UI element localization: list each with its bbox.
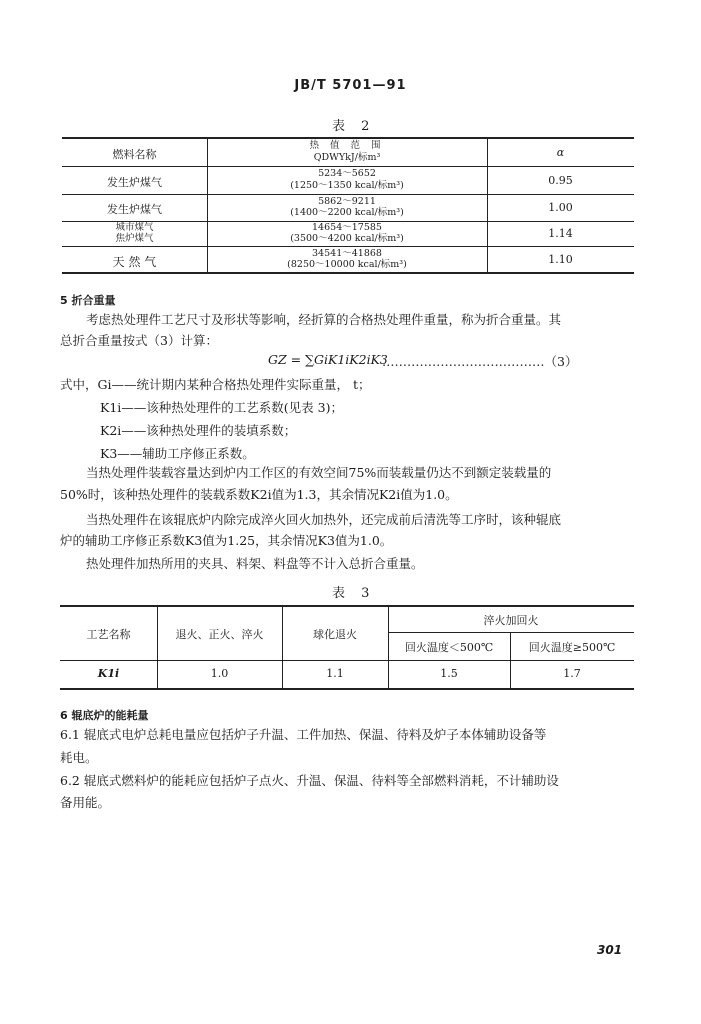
table2-cell-fuel: 城市煤气	[115, 222, 154, 233]
formula-3: GZ = ∑GiK1iK2iK3	[268, 352, 388, 367]
table3-top-rule	[60, 605, 634, 607]
section5-para3-line2: 炉的辅助工序修正系数K3值为1.25，其余情况K3值为1.0。	[60, 533, 393, 548]
table2-cell-range-kcal: (3500～4200 kcal/标m³)	[290, 233, 404, 244]
table2-cell-fuel: 发生炉煤气	[107, 176, 162, 189]
table2-cell-range-kj: 14654～17585	[312, 222, 382, 233]
table2-cell-fuel-second: 焦炉煤气	[115, 233, 154, 244]
document-header: JB/T 5701—91	[294, 78, 407, 93]
table3-header-temper-low: 回火温度＜500℃	[404, 641, 494, 654]
table2-cell-alpha: 1.00	[548, 201, 573, 214]
table3-caption: 表 3	[332, 586, 376, 601]
table2-header-alpha: α	[556, 146, 565, 159]
table3-cell-anneal: 1.0	[210, 667, 229, 680]
section5-para1-line1: 考虑热处理件工艺尺寸及形状等影响，经折算的合格热处理件重量，称为折合重量。其	[86, 312, 562, 327]
table2-cell-range-kj: 34541～41868	[312, 248, 382, 259]
table3-subheader-rule	[388, 632, 634, 633]
table3-cell-temper-high: 1.7	[563, 667, 581, 680]
section6-2-line1: 6.2 辊底式燃料炉的能耗应包括炉子点火、升温、保温、待料等全部燃料消耗，不计辅助设	[60, 773, 559, 788]
table2-row-rule	[62, 194, 634, 195]
table2-cell-range-kcal: (1250～1350 kcal/标m³)	[290, 180, 404, 191]
table3-header-temper-high: 回火温度≥500℃	[528, 641, 616, 654]
section5-title: 5 折合重量	[60, 294, 116, 307]
definition-k1i: K1i——该种热处理件的工艺系数(见表 3)；	[100, 400, 343, 415]
section6-1-line1: 6.1 辊底式电炉总耗电量应包括炉子升温、工件加热、保温、待料及炉子本体辅助设备等	[60, 727, 547, 742]
table2-row-rule	[62, 246, 634, 247]
section6-title: 6 辊底炉的能耗量	[60, 709, 149, 722]
table2-cell-alpha: 1.14	[548, 227, 573, 240]
section5-para2-line2: 50%时，该种热处理件的装载系数K2i值为1.3，其余情况K2i值为1.0。	[60, 487, 458, 502]
table2-cell-alpha: 0.95	[548, 174, 573, 187]
table2-cell-range-kcal: (1400～2200 kcal/标m³)	[290, 207, 404, 218]
section5-para2-line1: 当热处理件装载容量达到炉内工作区的有效空间75%而装载量仍达不到额定装载量的	[86, 465, 552, 480]
table3-header-quench-temper: 淬火加回火	[483, 614, 539, 627]
table2-caption: 表 2	[332, 119, 376, 134]
table2-cell-range-kj: 5234～5652	[318, 168, 376, 179]
definition-k3: K3——辅助工序修正系数。	[100, 446, 255, 461]
table2-top-rule	[62, 137, 634, 139]
table3-cell-temper-low: 1.5	[440, 667, 458, 680]
table2-header-fuel: 燃料名称	[112, 148, 157, 161]
table3-row-label: K1i	[97, 667, 120, 680]
table2-cell-fuel: 天 然 气	[112, 255, 157, 269]
table2-header-rule	[62, 166, 634, 167]
table3-header-rule	[60, 660, 634, 661]
table2-header-heat-unit: QDWYkJ/标m³	[313, 152, 381, 163]
page-number: 301	[597, 943, 623, 957]
definition-k2i: K2i——该种热处理件的装填系数；	[100, 423, 297, 438]
table3-cell-spheroid: 1.1	[326, 667, 344, 680]
definition-gi: 式中，Gi——统计期内某种合格热处理件实际重量， t；	[60, 377, 371, 392]
section6-2-line2: 备用能。	[60, 795, 111, 810]
table2-cell-fuel: 发生炉煤气	[107, 203, 162, 216]
section6-1-line2: 耗电。	[60, 750, 98, 765]
table2-header-heat-title: 热 值 范 围	[309, 140, 385, 151]
table2-cell-range-kj: 5862～9211	[318, 196, 376, 207]
section5-para3-line1: 当热处理件在该辊底炉内除完成淬火回火加热外，还完成前后清洗等工序时，该种辊底	[86, 512, 562, 527]
table3-header-process: 工艺名称	[86, 628, 131, 641]
section5-para1-line2: 总折合重量按式（3）计算：	[60, 333, 218, 348]
table2-bottom-rule	[62, 272, 634, 274]
table3-header-anneal: 退火、正火、淬火	[175, 628, 264, 641]
section5-para4: 热处理件加热所用的夹具、料架、料盘等不计入总折合重量。	[86, 556, 424, 571]
formula-number: …………………………………（3）	[382, 354, 578, 369]
table3-bottom-rule	[60, 688, 634, 690]
table3-header-spheroid: 球化退火	[313, 628, 357, 641]
table2-cell-range-kcal: (8250～10000 kcal/标m³)	[287, 259, 407, 270]
table2-cell-alpha: 1.10	[548, 253, 573, 266]
